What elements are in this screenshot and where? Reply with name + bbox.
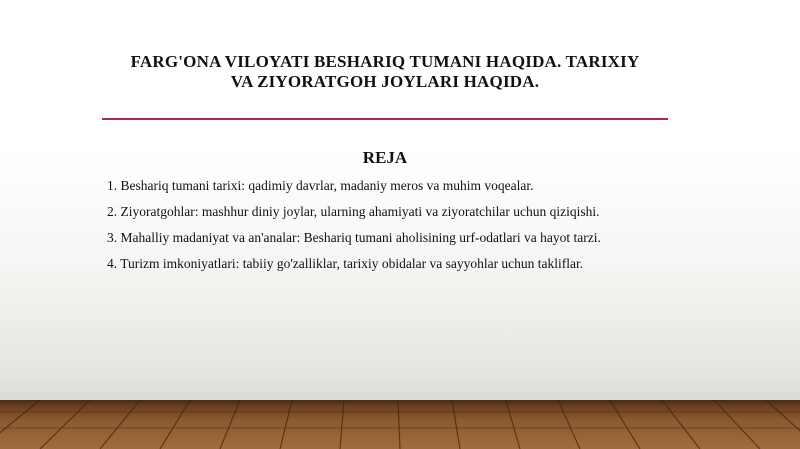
- title-line-2: VA ZIYORATGOH JOYLARI HAQIDA.: [230, 72, 540, 91]
- title-divider: [102, 118, 668, 120]
- floor-planks-graphic: [0, 400, 800, 449]
- plan-heading: REJA: [362, 148, 408, 167]
- plan-list: [107, 177, 727, 281]
- plan-item: 2. Ziyoratgohlar: mashhur diniy joylar, ularning ahamiyati va ziyoratchilar uchun qiziqishi.: [107, 204, 600, 219]
- plan-item: 1. Beshariq tumani tarixi: qadimiy davrlar, madaniy meros va muhim voqealar.: [107, 178, 534, 193]
- plan-item: 4. Turizm imkoniyatlari: tabiiy go'zalliklar, tarixiy obidalar va sayyohlar uchun takliflar.: [107, 256, 584, 271]
- title-line-1: FARG'ONA VILOYATI BESHARIQ TUMANI HAQIDA. TARIXIY: [130, 52, 640, 71]
- slide-title: [100, 52, 670, 92]
- plan-item: 3. Mahalliy madaniyat va an'analar: Beshariq tumani aholisining urf-odatlari va hayot tarzi.: [107, 230, 601, 245]
- wooden-floor: [0, 400, 800, 449]
